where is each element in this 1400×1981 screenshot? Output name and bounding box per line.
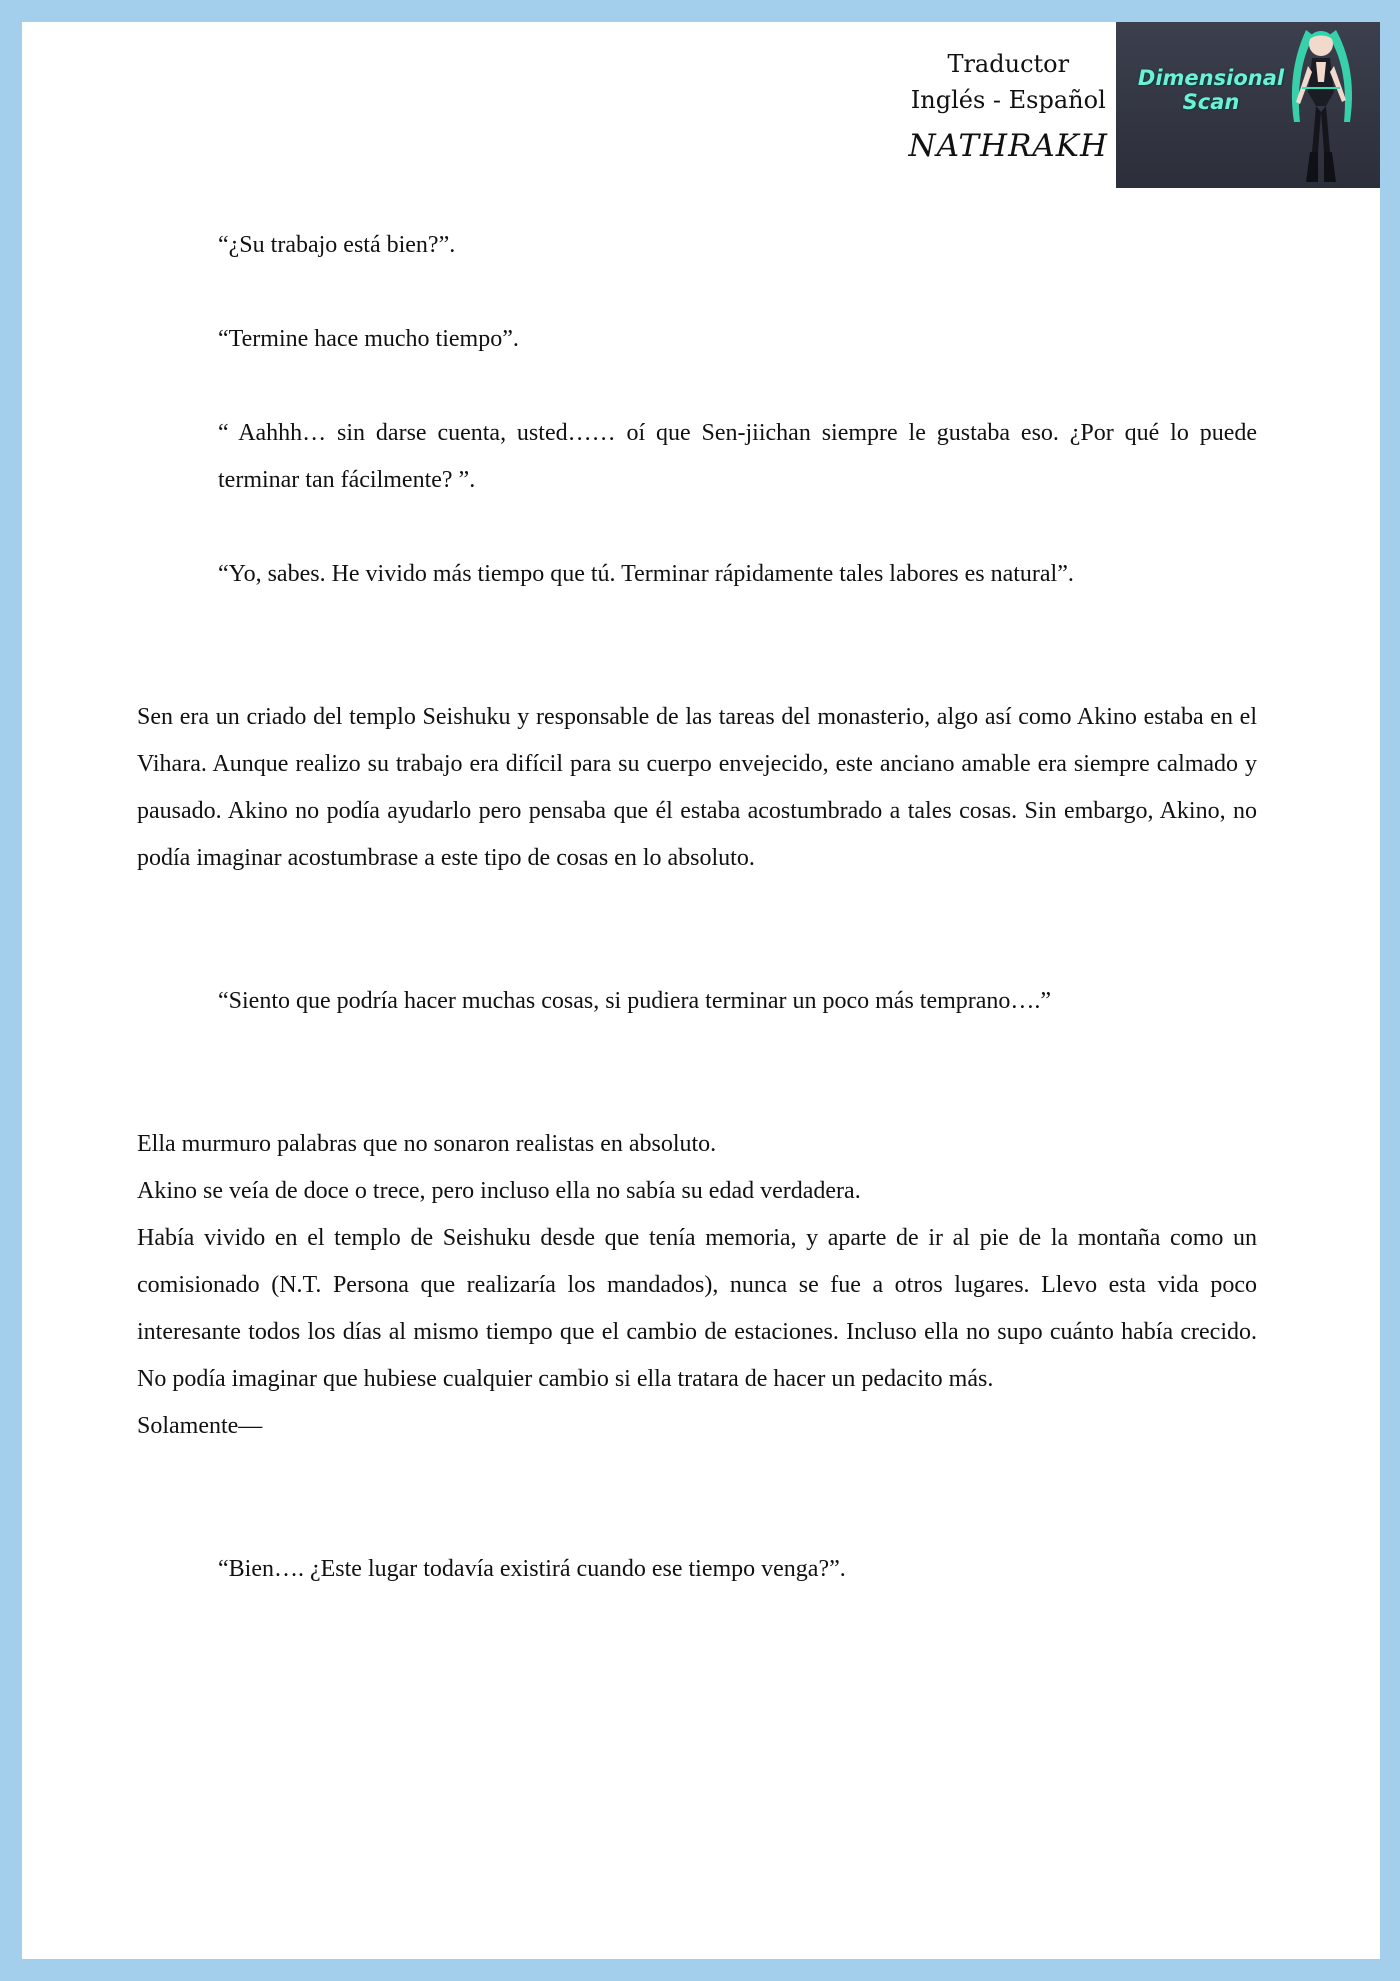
- narration-paragraph: Ella murmuro palabras que no sonaron realistas en absoluto.: [137, 1131, 717, 1157]
- dialogue-line: “¿Su trabajo está bien?”.: [218, 232, 456, 258]
- credit-role: Traductor: [947, 50, 1070, 78]
- logo-title-line2: Scan: [1182, 90, 1240, 114]
- narration-paragraph: Había vivido en el templo de Seishuku desde que tenía memoria, y aparte de ir al pie de la montaña como un comisionado (N.T. Persona que realizaría los mandados), nunca se fue a otros lugares. Llevo esta vida poco interesante todos los días al mismo tiempo que el cambio de estaciones. Incluso ella no supo cuánto había crecido. No podía imaginar que hubiese cualquier cambio si ella tratara de hacer un pedacito más.: [137, 1225, 1257, 1392]
- dialogue-line: “Yo, sabes. He vivido más tiempo que tú. Terminar rápidamente tales labores es natural”.: [218, 561, 1074, 587]
- dialogue-line: “ Aahhh… sin darse cuenta, usted…… oí que Sen-jiichan siempre le gustaba eso. ¿Por qué lo puede terminar tan fácilmente? ”.: [218, 420, 1257, 493]
- narration-paragraph: Akino se veía de doce o trece, pero incluso ella no sabía su edad verdadera.: [137, 1178, 861, 1204]
- document-body: [137, 222, 1257, 1593]
- dialogue-line: “Bien…. ¿Este lugar todavía existirá cuando ese tiempo venga?”.: [218, 1556, 846, 1582]
- dialogue-line: “Termine hace mucho tiempo”.: [218, 326, 519, 352]
- scanlation-logo: [1116, 22, 1380, 188]
- narration-paragraph: Solamente—: [137, 1413, 263, 1439]
- narration-paragraph: Sen era un criado del templo Seishuku y responsable de las tareas del monasterio, algo así como Akino estaba en el Vihara. Aunque realizo su trabajo era difícil para su cuerpo envejecido, este anciano amable era siempre calmado y pausado. Akino no podía ayudarlo pero pensaba que él estaba acostumbrado a tales cosas. Sin embargo, Akino, no podía imaginar acostumbrase a este tipo de cosas en lo absoluto.: [137, 704, 1257, 871]
- dialogue-line: “Siento que podría hacer muchas cosas, si pudiera terminar un poco más temprano….”: [218, 988, 1052, 1014]
- translator-credit: [909, 46, 1108, 166]
- page: [22, 22, 1380, 1959]
- credit-translator-name: NATHRAKH: [908, 128, 1108, 164]
- logo-title-line1: Dimensional: [1137, 66, 1285, 90]
- credit-languages: Inglés - Español: [910, 86, 1106, 114]
